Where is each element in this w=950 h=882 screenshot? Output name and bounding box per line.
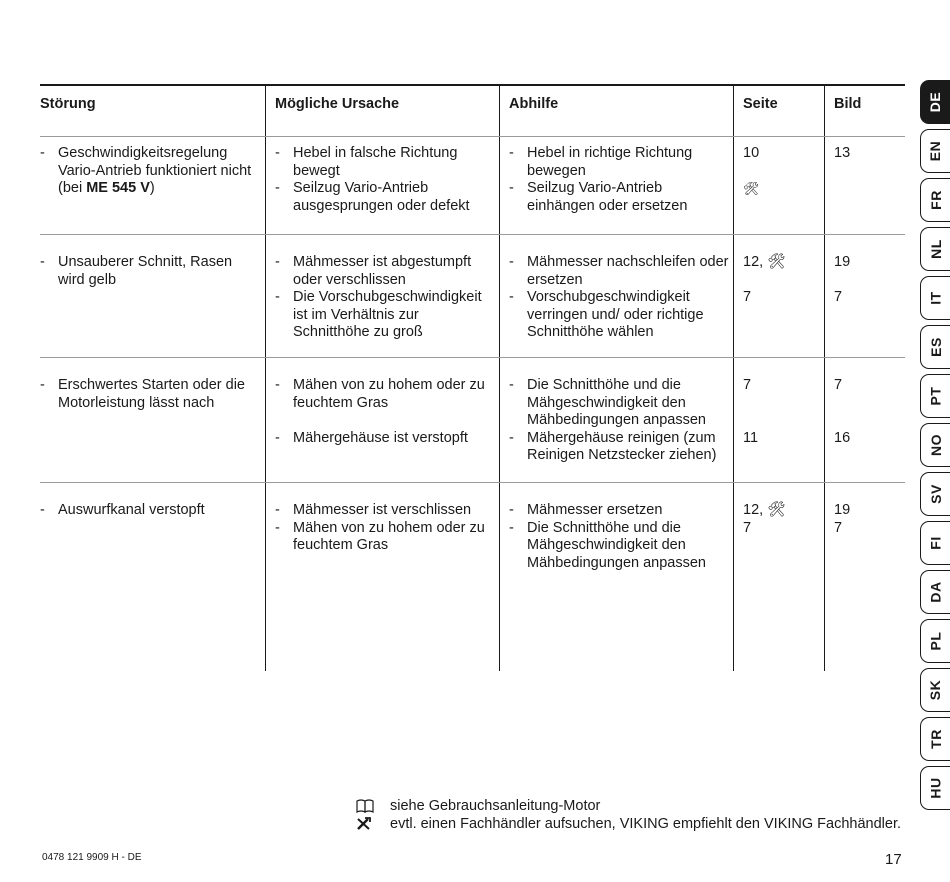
tab-tr[interactable]: TR [920,717,950,761]
column-divider [499,86,500,671]
legend-row-book [356,797,901,815]
table-row-3-bild: 7 16 [834,377,851,446]
tab-hu[interactable]: HU [920,766,950,810]
table-row-2-stoerung: - Unsauberer Schnitt, Rasen wird gelb [40,254,233,288]
tab-no[interactable]: NO [920,423,950,467]
legend [356,797,901,833]
book-icon [356,799,390,813]
table-row-2-bild: 19 7 [834,254,851,305]
table-row-3-abhilfe: - Die Schnitthöhe und die Mähgeschwindigkeit den Mähbedingungen anpassen - Mähergehäuse reinigen (zum Reinigen Netzstecker ziehen) [509,377,717,463]
table-row-3-stoerung: - Erschwertes Starten oder die Motorleistung lässt nach [40,377,245,411]
row-divider [40,234,905,235]
table-row-2-seite: 12, 🛠 7 [743,254,786,305]
tab-pt[interactable]: PT [920,374,950,418]
tab-pl[interactable]: PL [920,619,950,663]
table-row-1-seite: 10 🛠 [743,145,760,196]
table-row-4-bild: 19 7 [834,502,851,536]
table-row-4-ursache: - Mähmesser ist verschlissen - Mähen von zu hohem oder zu feuchtem Gras [275,502,485,553]
tab-it[interactable]: IT [920,276,950,320]
tab-en[interactable]: EN [920,129,950,173]
column-divider [824,86,825,671]
column-divider [265,86,266,671]
tab-sv[interactable]: SV [920,472,950,516]
table-row-2-ursache: - Mähmesser ist abgestumpft oder verschlissen - Die Vorschubgeschwindigkeit ist im Verhältnis zur Schnitthöhe zu groß [275,254,482,340]
table-row-3-ursache: - Mähen von zu hohem oder zu feuchtem Gras - Mähergehäuse ist verstopft [275,377,485,446]
table-row-4-seite: 12, 🛠 7 [743,502,786,536]
legend-row-tools [356,815,901,833]
header-bild: Bild [834,96,862,112]
table-row-1-bild: 13 [834,145,851,161]
row-divider [40,136,905,137]
row-divider [40,357,905,358]
legend-tools-text: evtl. einen Fachhändler aufsuchen, VIKING empfiehlt den VIKING Fachhändler. [390,816,902,832]
table-row-1-abhilfe: - Hebel in richtige Richtung bewegen - Seilzug Vario-Antrieb einhängen oder ersetzen [509,145,693,214]
row-divider [40,482,905,483]
legend-book-text: siehe Gebrauchsanleitung-Motor [390,798,601,814]
document-code: 0478 121 9909 H - DE [42,852,142,863]
tab-de[interactable]: DE [920,80,950,124]
table-row-4-stoerung: - Auswurfkanal verstopft [40,502,205,518]
tab-sk[interactable]: SK [920,668,950,712]
column-divider [733,86,734,671]
table-row-2-abhilfe: - Mähmesser nachschleifen oder ersetzen - Vorschubgeschwindigkeit verringen und/ oder richtige Schnitthöhe wählen [509,254,729,340]
table-top-rule [40,84,905,86]
tab-fi[interactable]: FI [920,521,950,565]
header-seite: Seite [743,96,778,112]
table-row-1-stoerung: - Geschwindigkeitsregelung Vario-Antrieb funktioniert nicht (bei ME 545 V) [40,145,252,196]
table-row-4-abhilfe: - Mähmesser ersetzen - Die Schnitthöhe und die Mähgeschwindigkeit den Mähbedingungen anpassen [509,502,706,571]
tab-es[interactable]: ES [920,325,950,369]
tab-da[interactable]: DA [920,570,950,614]
tools-icon: 🛠 [743,181,760,196]
tools-icon [356,817,390,831]
tab-nl[interactable]: NL [920,227,950,271]
header-ursache: Mögliche Ursache [275,96,400,112]
tab-fr[interactable]: FR [920,178,950,222]
header-stoerung: Störung [40,96,96,112]
table-row-3-seite: 7 11 [743,377,759,446]
header-abhilfe: Abhilfe [509,96,559,112]
table-row-1-ursache: - Hebel in falsche Richtung bewegt - Seilzug Vario-Antrieb ausgesprungen oder defekt [275,145,470,214]
page-number: 17 [885,851,902,868]
